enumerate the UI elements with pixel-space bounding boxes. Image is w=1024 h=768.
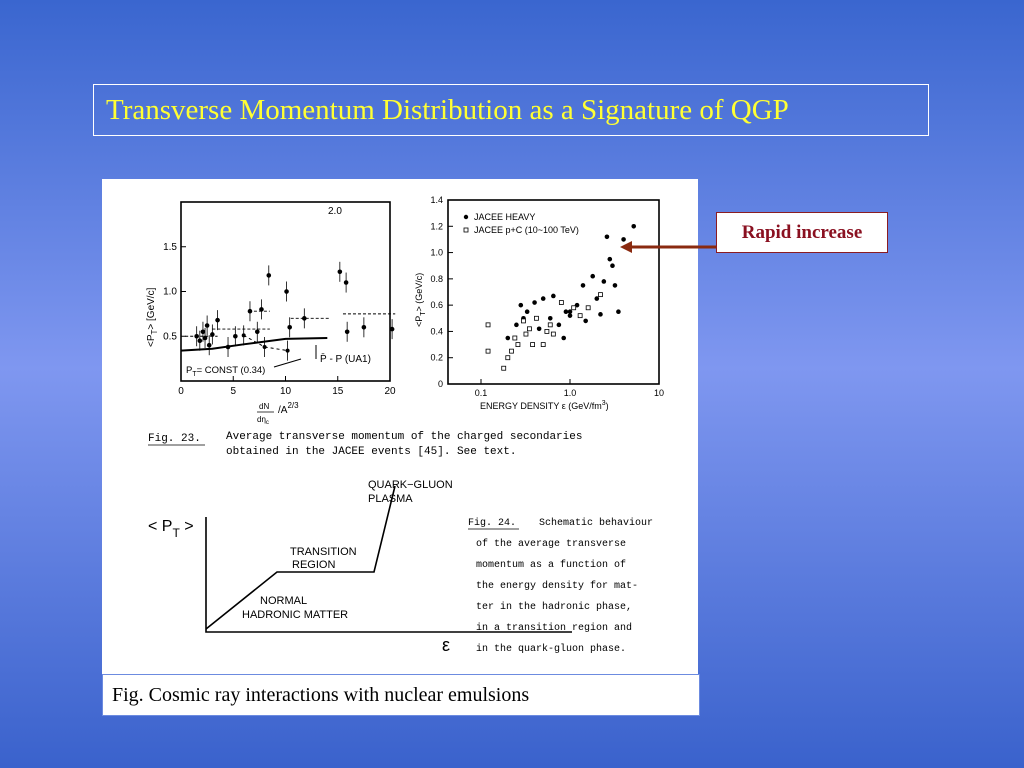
jacee-ytick-label: 1.4 xyxy=(430,195,443,205)
jacee-heavy-point xyxy=(548,316,553,321)
fig23-ytick-label: 1.5 xyxy=(163,241,177,253)
jacee-heavy-point xyxy=(551,294,556,299)
fig24-desc-line5: ter in the hadronic phase, xyxy=(476,602,633,613)
jacee-heavy-point xyxy=(505,336,510,341)
fig23-data-point xyxy=(198,338,203,343)
slide-title: Transverse Momentum Distribution as a Signature of QGP xyxy=(93,84,929,136)
fig24-label-transition-2: REGION xyxy=(292,559,336,571)
fig23-data-point xyxy=(266,273,271,278)
jacee-heavy-point xyxy=(602,279,607,284)
jacee-heavy-point xyxy=(525,309,530,314)
fig23-ytick-label: 1.0 xyxy=(163,286,177,298)
jacee-energy-density-chart xyxy=(414,195,664,411)
jacee-xtick-label: 1.0 xyxy=(563,388,577,398)
fig23-data-point xyxy=(345,329,350,334)
fig24-xlabel: ε xyxy=(442,635,451,655)
fig24-desc-line4: the energy density for mat- xyxy=(476,581,639,592)
jacee-pc-point xyxy=(513,336,517,340)
fig23-caption-label: Fig. 23. xyxy=(148,433,201,445)
jacee-pc-point xyxy=(572,306,576,310)
fig24-schematic xyxy=(148,479,653,655)
jacee-pc-point xyxy=(521,319,525,323)
jacee-heavy-point xyxy=(613,283,618,288)
jacee-pc-point xyxy=(586,306,590,310)
jacee-pc-point xyxy=(559,301,563,305)
fig23-data-point xyxy=(362,325,367,330)
fig23-data-point xyxy=(284,289,289,294)
jacee-pc-point xyxy=(486,349,490,353)
jacee-pc-point xyxy=(486,323,490,327)
jacee-heavy-point xyxy=(616,309,621,314)
fig23-xtick-label: 20 xyxy=(384,386,396,397)
fig23-data-point xyxy=(259,307,264,312)
jacee-heavy-point xyxy=(626,244,631,249)
jacee-heavy-point xyxy=(518,303,523,308)
fig23-data-point xyxy=(215,318,220,323)
jacee-ytick-label: 1.0 xyxy=(430,247,443,258)
fig23-data-point xyxy=(255,329,260,334)
fig23-data-point xyxy=(302,316,307,321)
fig23-ua1-point xyxy=(242,333,246,337)
jacee-pc-point xyxy=(598,293,602,297)
jacee-xtick-label: 0.1 xyxy=(474,388,488,398)
fig23-data-point xyxy=(210,332,215,337)
jacee-heavy-point xyxy=(537,327,542,332)
jacee-pc-point xyxy=(551,332,555,336)
fig23-data-point xyxy=(344,280,349,285)
fig23-data-point xyxy=(205,323,210,328)
fig23-chart xyxy=(146,202,396,426)
jacee-heavy-point xyxy=(568,313,573,318)
figure-panel xyxy=(102,179,698,715)
jacee-pc-point xyxy=(534,316,538,320)
fig23-caption-line1: Average transverse momentum of the charged secondaries xyxy=(226,431,583,443)
jacee-pc-point xyxy=(502,366,506,370)
fig23-xtick-label: 15 xyxy=(332,386,344,397)
jacee-heavy-point xyxy=(610,263,615,268)
jacee-ytick-label: 0.6 xyxy=(430,300,443,311)
fig23-const-label: $P_T=$ CONST (0.34) xyxy=(186,365,266,378)
jacee-heavy-point xyxy=(621,237,626,242)
fig23-data-point xyxy=(233,334,238,339)
figure-caption: Fig. Cosmic ray interactions with nuclear emulsions xyxy=(102,674,700,716)
jacee-heavy-point xyxy=(581,283,586,288)
fig23-xtick-label: 5 xyxy=(230,386,237,397)
jacee-legend xyxy=(464,212,579,235)
fig24-label-normal-1: NORMAL xyxy=(260,595,308,607)
fig23-data-point xyxy=(390,327,395,332)
figure-image xyxy=(102,179,698,715)
jacee-heavy-point xyxy=(598,312,603,317)
jacee-pc-point xyxy=(531,343,535,347)
jacee-heavy-point xyxy=(590,274,595,279)
jacee-ytick-label: 0.4 xyxy=(430,326,443,337)
fig23-ua1-label: P̄ - P (UA1) xyxy=(320,354,371,365)
fig23-data-point xyxy=(338,270,343,275)
legend-label-jacee-pc: JACEE p+C (10~100 TeV) xyxy=(474,225,579,235)
legend-label-jacee-heavy: JACEE HEAVY xyxy=(474,212,536,222)
fig24-desc-line2: of the average transverse xyxy=(476,539,627,550)
jacee-ylabel: $<P_T> (GeV/c)$ xyxy=(414,272,427,327)
fig23-data-point xyxy=(207,343,212,348)
fig23-xlabel-num: dN xyxy=(259,402,270,411)
fig23-data-point xyxy=(203,336,208,341)
fig23-xtick-label: 10 xyxy=(279,386,292,397)
fig23-data-point xyxy=(287,325,292,330)
fig23-ytick-label: 0.5 xyxy=(163,331,177,343)
fig24-desc-line3: momentum as a function of xyxy=(476,560,627,571)
fig24-label-qgp-2: PLASMA xyxy=(368,493,413,505)
jacee-pc-point xyxy=(548,323,552,327)
fig23-xlabel-den: $d\eta_c$ xyxy=(257,415,269,426)
fig23-data-point xyxy=(248,309,253,314)
jacee-pc-point xyxy=(545,329,549,333)
fig23-ua1-point xyxy=(286,349,290,353)
jacee-xtick-label: 10 xyxy=(653,388,665,398)
jacee-heavy-point xyxy=(514,323,519,328)
fig23-caption-line2: obtained in the JACEE events [45]. See text. xyxy=(226,446,517,458)
jacee-ytick-label: 0.2 xyxy=(430,352,443,363)
jacee-heavy-point xyxy=(605,235,610,240)
legend-marker-jacee-pc xyxy=(464,228,468,232)
jacee-ytick-label: 0.8 xyxy=(430,273,443,284)
jacee-pc-point xyxy=(541,343,545,347)
jacee-xlabel: ENERGY DENSITY ε $(GeV/fm^3)$ xyxy=(480,400,609,411)
jacee-pc-point xyxy=(527,327,531,331)
fig23-xtick-label: 0 xyxy=(178,386,184,397)
rapid-increase-callout: Rapid increase xyxy=(716,212,888,253)
fig24-caption-label: Fig. 24. xyxy=(468,518,517,529)
jacee-pc-point xyxy=(509,349,513,353)
fig24-desc-line1: Schematic behaviour xyxy=(539,518,654,529)
fig23-data-point xyxy=(201,329,206,334)
jacee-ytick-label: 1.2 xyxy=(430,221,443,232)
jacee-heavy-point xyxy=(557,323,562,328)
jacee-pc-point xyxy=(524,332,528,336)
jacee-ytick-label: 0 xyxy=(437,379,443,389)
fig23-data-point xyxy=(194,334,199,339)
jacee-pc-point xyxy=(506,356,510,360)
jacee-heavy-point xyxy=(541,296,546,301)
jacee-heavy-point xyxy=(583,319,588,324)
fig24-label-qgp-1: QUARK−GLUON xyxy=(368,479,453,491)
jacee-heavy-point xyxy=(532,300,537,305)
fig24-label-transition-1: TRANSITION xyxy=(290,546,357,558)
fig23-annotation-top: 2.0 xyxy=(328,206,342,217)
fig24-label-normal-2: HADRONIC MATTER xyxy=(242,609,349,621)
jacee-heavy-point xyxy=(561,336,566,341)
jacee-heavy-point xyxy=(631,224,636,229)
fig24-desc-line6: in a transition region and xyxy=(476,623,633,634)
fig24-ylabel: < $P_T$ > xyxy=(148,518,194,540)
jacee-heavy-point xyxy=(564,309,569,314)
jacee-pc-point xyxy=(578,314,582,318)
jacee-heavy-point xyxy=(607,257,612,262)
fig23-ylabel: $<P_T> [GeV/c]$ xyxy=(146,287,159,347)
fig23-xlabel-tail: $/A^{2/3}$ xyxy=(278,401,299,416)
legend-marker-jacee-heavy xyxy=(464,215,468,219)
jacee-pc-point xyxy=(516,343,520,347)
fig24-desc-line7: in the quark-gluon phase. xyxy=(476,644,627,655)
